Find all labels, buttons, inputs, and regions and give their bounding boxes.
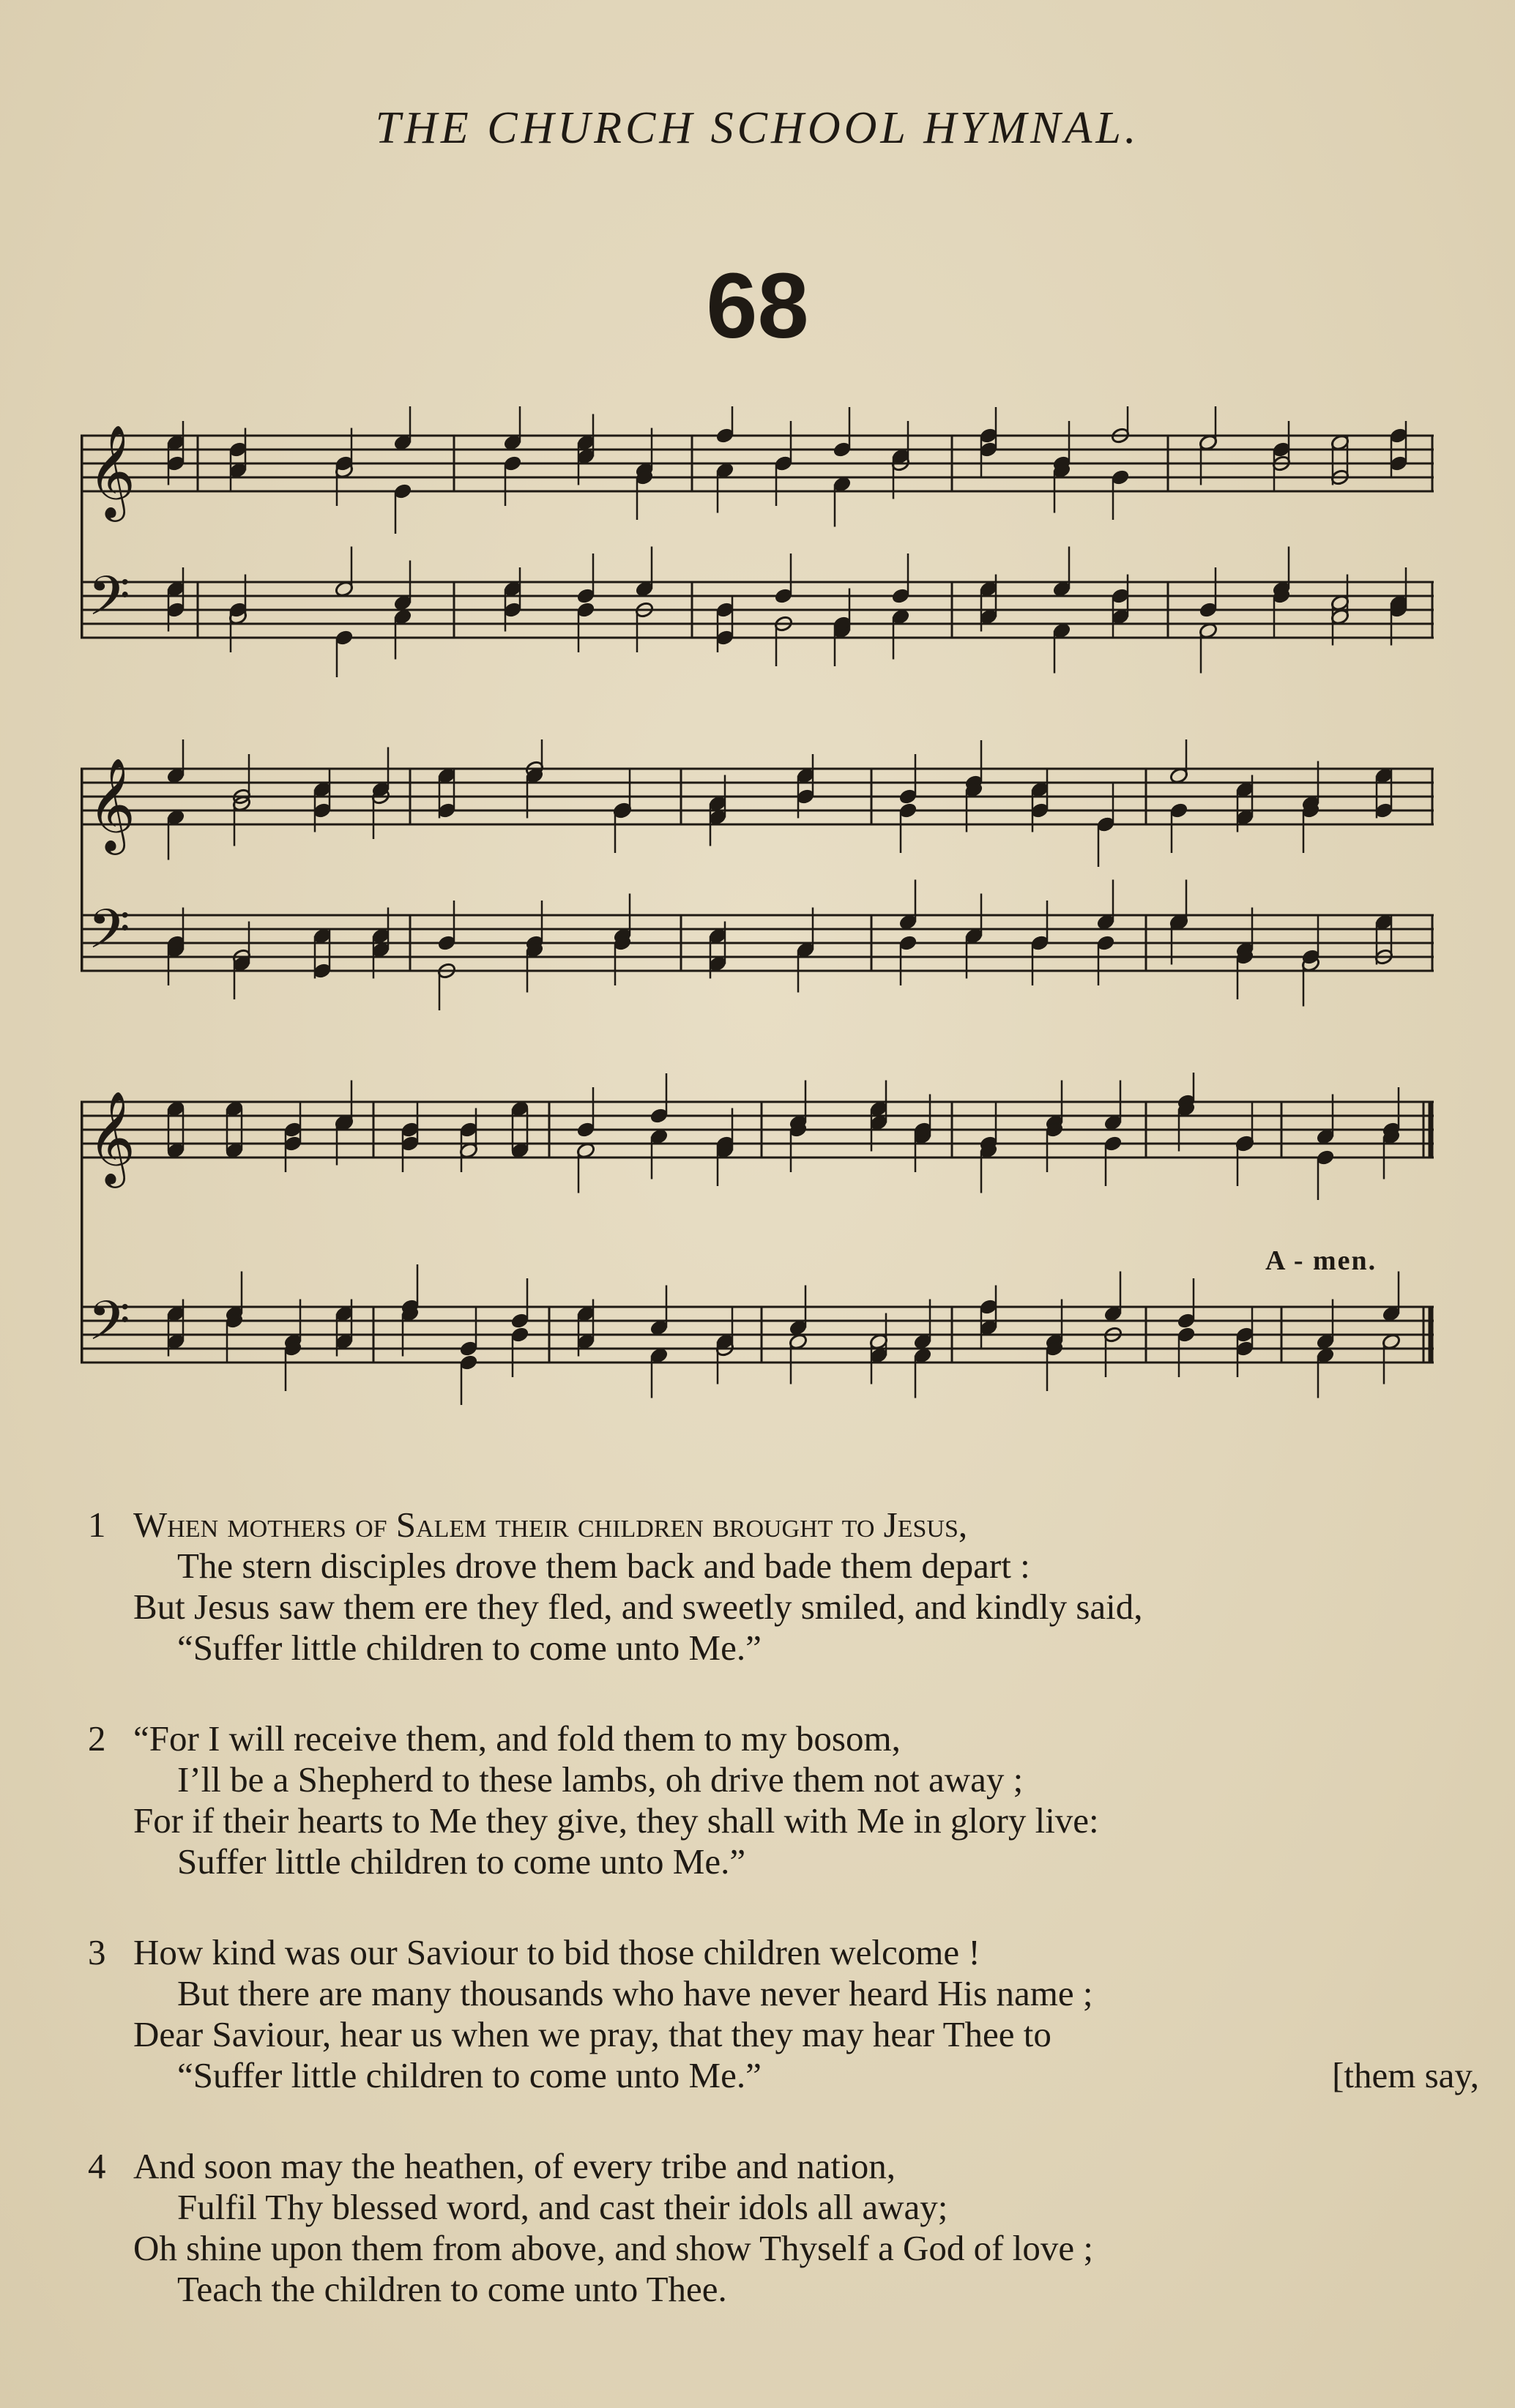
verse-number: 3 — [88, 1932, 106, 1972]
verse-line: For if their hearts to Me they give, they shall with Me in glory live: — [133, 1800, 1099, 1841]
verse-3 — [88, 1932, 1479, 2096]
verse-number: 1 — [88, 1505, 106, 1545]
verse-line: And soon may the heathen, of every tribe and nation, — [133, 2146, 896, 2186]
hymn-number: 68 — [706, 254, 809, 357]
verse-2 — [88, 1718, 1450, 1882]
amen-lyric: A - men. — [1265, 1245, 1377, 1276]
treble-clef-icon: 𝄞 — [88, 757, 136, 851]
music-system-1 — [81, 406, 1435, 677]
verse-line: “Suffer little children to come unto Me.” — [177, 2055, 762, 2095]
verse-line: But Jesus saw them ere they fled, and sweetly smiled, and kindly said, — [133, 1587, 1143, 1627]
verse-line: “Suffer little children to come unto Me.” — [177, 1628, 762, 1668]
verse-line: But there are many thousands who have never heard His name ; — [177, 1973, 1093, 2013]
music-system-3 — [81, 1073, 1435, 1417]
verse-line: Oh shine upon them from above, and show Thyself a God of love ; — [133, 2228, 1093, 2268]
verse-line: Suffer little children to come unto Me.” — [177, 1841, 746, 1882]
score-system-1 — [81, 406, 1435, 677]
score-system-3 — [81, 1073, 1435, 1417]
verse-line-text: When mothers of Salem their children brought to Jesus, — [133, 1505, 968, 1545]
verse-line: How kind was our Saviour to bid those children welcome ! — [133, 1932, 980, 1972]
bass-clef-icon: 𝄢 — [88, 898, 130, 974]
verse-line: Dear Saviour, hear us when we pray, that they may hear Thee to — [133, 2014, 1051, 2054]
treble-clef-icon: 𝄞 — [88, 1090, 136, 1184]
running-title: THE CHURCH SCHOOL HYMNAL. — [375, 103, 1140, 153]
verse-line-row — [88, 2055, 1479, 2096]
verse-line: I’ll be a Shepherd to these lambs, oh drive them not away ; — [177, 1759, 1024, 1800]
verse-line: Fulfil Thy blessed word, and cast their idols all away; — [177, 2187, 948, 2227]
bass-clef-icon: 𝄢 — [88, 564, 130, 641]
verse-number: 2 — [88, 1718, 106, 1759]
verses — [88, 1505, 1479, 2360]
verse-overflow-text: [them say, — [1332, 2055, 1479, 2095]
verse-1 — [88, 1505, 1450, 1669]
verse-line — [88, 1505, 1450, 1546]
music-system-2 — [81, 739, 1435, 1010]
verse-line: “For I will receive them, and fold them to my bosom, — [133, 1718, 901, 1759]
verse-line: The stern disciples drove them back and bade them depart : — [177, 1546, 1030, 1586]
verse-line: Teach the children to come unto Thee. — [177, 2269, 727, 2309]
verse-4 — [88, 2146, 1450, 2310]
treble-clef-icon: 𝄞 — [88, 424, 136, 518]
score-system-2 — [81, 739, 1435, 1010]
verse-number: 4 — [88, 2146, 106, 2186]
bass-clef-icon: 𝄢 — [88, 1289, 130, 1366]
